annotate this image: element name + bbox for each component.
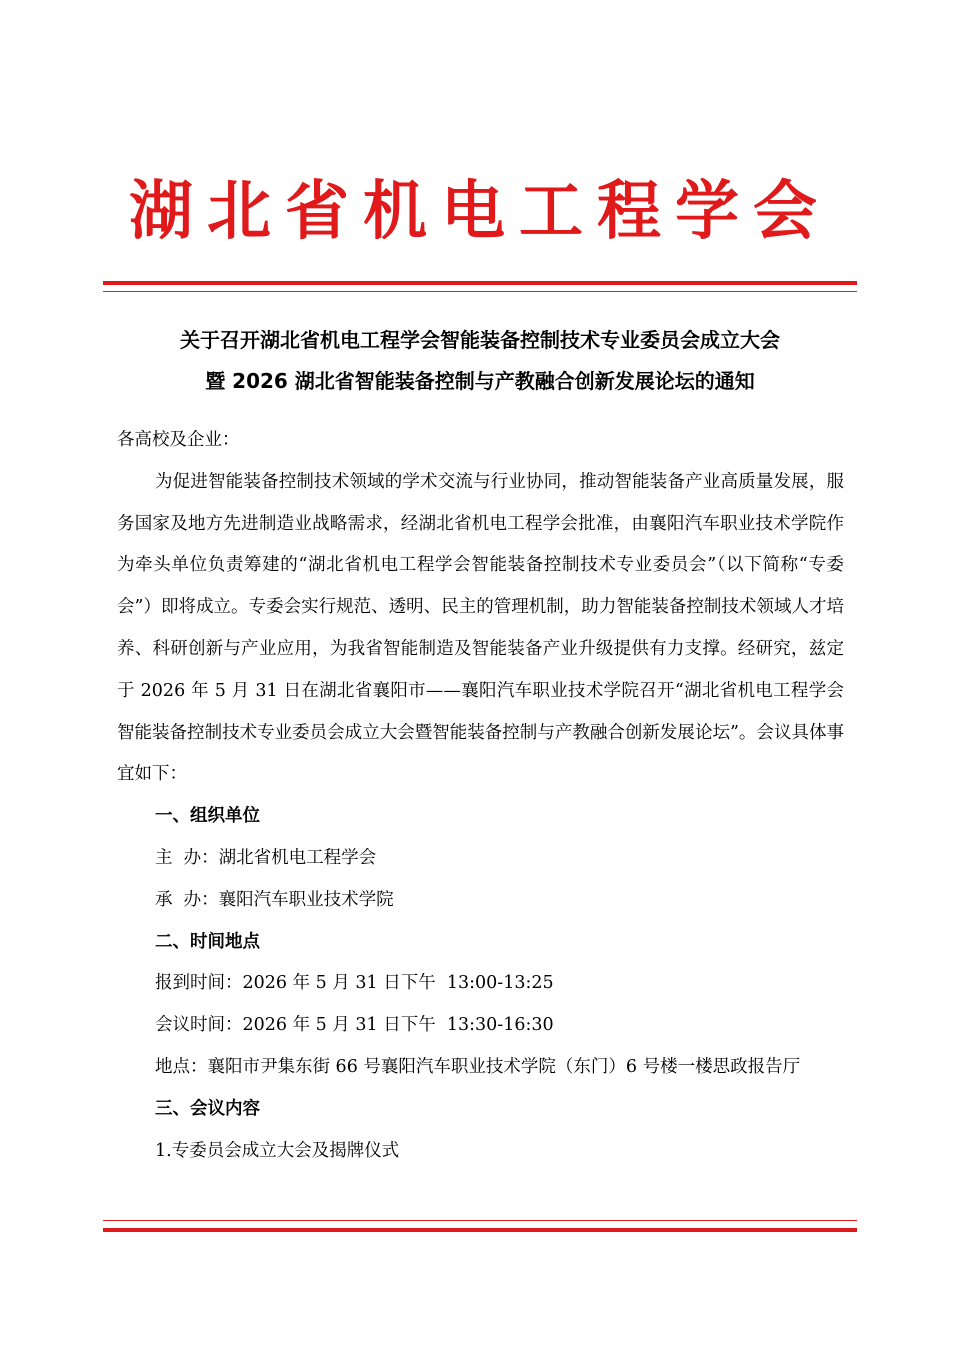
checkin-time-line: 报到时间：2026 年 5 月 31 日下午 13:00-13:25: [155, 973, 554, 994]
masthead-org-name: 湖北省机电工程学会: [129, 175, 831, 249]
meeting-time-line: 会议时间：2026 年 5 月 31 日下午 13:30-16:30: [155, 1015, 554, 1036]
notice-title-line-2: 暨 2026 湖北省智能装备控制与产教融合创新发展论坛的通知: [205, 369, 755, 393]
salutation: 各高校及企业：: [117, 430, 240, 450]
masthead-rule-thin: [103, 291, 857, 292]
footer-rule-thick: [103, 1228, 857, 1232]
notice-title-line-1: 关于召开湖北省机电工程学会智能装备控制技术专业委员会成立大会: [180, 328, 780, 352]
section-1-heading: 一、组织单位: [155, 806, 260, 827]
intro-paragraph: 为促进智能装备控制技术领域的学术交流与行业协同，推动智能装备产业高质量发展，服务国家及地方先进制造业战略需求，经湖北省机电工程学会批准，由襄阳汽车职业技术学院作为牵头单位负责筹建的“湖北省机电工程学会智能装备控制技术专业委员会”（以下简称“专委会”）即将成立。专委会实行规范、透明、民主的管理机制，助力智能装备控制技术领域人才培养、科研创新与产业应用，为我省智能制造及智能装备产业升级提供有力支撑。经研究，兹定于 2026 年 5 月 31 日在湖北省襄阳市——襄阳汽车职业技术学院召开“湖北省机电工程学会智能装备控制技术专业委员会成立大会暨智能装备控制与产教融合创新发展论坛”。会议具体事宜如下：: [117, 471, 844, 785]
footer-rule-thin: [103, 1220, 857, 1221]
location-line: 地点：襄阳市尹集东街 66 号襄阳汽车职业技术学院（东门）6 号楼一楼思政报告厅: [155, 1056, 801, 1077]
section-2-heading: 二、时间地点: [155, 931, 260, 952]
section-3-heading: 三、会议内容: [155, 1098, 260, 1119]
agenda-item-1: 1.专委员会成立大会及揭牌仪式: [155, 1140, 400, 1161]
notice-body: [117, 420, 844, 1172]
organizer-line: 承 办：襄阳汽车职业技术学院: [155, 889, 394, 910]
host-line: 主 办：湖北省机电工程学会: [155, 847, 377, 868]
masthead-rule-thick: [103, 281, 857, 285]
